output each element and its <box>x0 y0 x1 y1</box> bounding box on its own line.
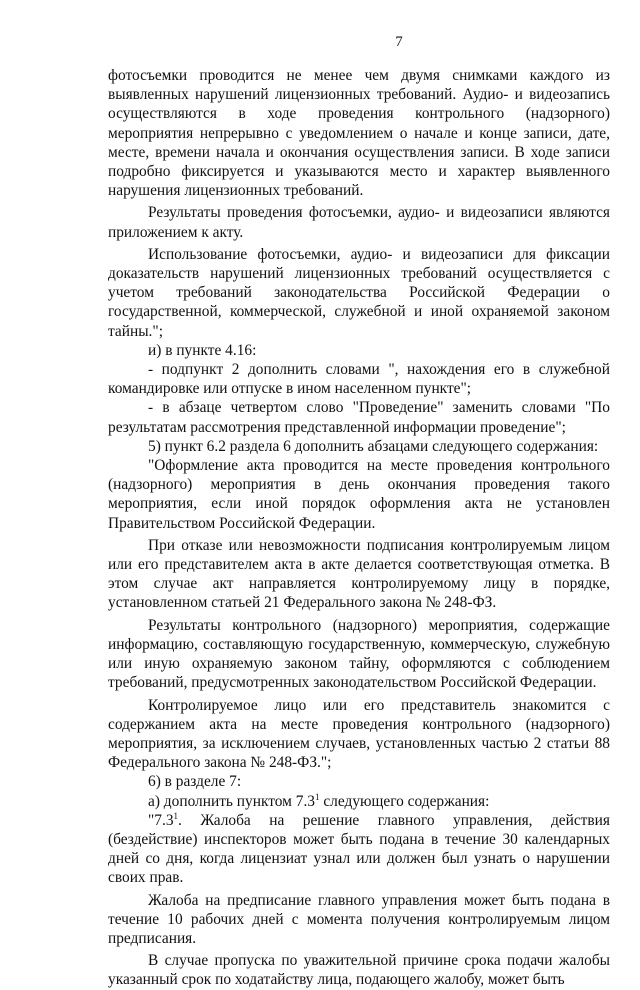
paragraph-13-text-a: а) дополнить пунктом 7.3 <box>148 792 315 810</box>
paragraph-2: Результаты проведения фотосъемки, аудио- и видеозаписи являются приложением к акту. <box>108 204 610 241</box>
paragraph-6: - в абзаце четвертом слово "Проведение" заменить словами "По результатам рассмотрения представленной информации проведение"; <box>108 399 610 436</box>
paragraph-10: Результаты контрольного (надзорного) мероприятия, содержащие информацию, составляющую государственную, коммерческую, служебную или иную охраняемую законом тайну, оформляются с соблюдением требований, предусмотренных законодательством Российской Федерации. <box>108 616 610 692</box>
paragraph-9: При отказе или невозможности подписания контролируемым лицом или его представителем акта в акте делается соответствующая отметка. В этом случае акт направляется контролируемому лицу в порядке, установленном статьей 21 Федерального закона № 248-ФЗ. <box>108 536 610 612</box>
paragraph-14 <box>108 811 610 888</box>
page-number: 7 <box>395 34 403 50</box>
paragraph-13-text-b: следующего содержания: <box>319 792 490 810</box>
paragraph-4: и) в пункте 4.16: <box>148 341 257 359</box>
paragraph-3: Использование фотосъемки, аудио- и видеозаписи для фиксации доказательств нарушений лицензионных требований осуществляется с учетом требований законодательства Российской Федерации о государственной, коммерческой, служебной и иной охраняемой законом тайны."; <box>108 245 610 340</box>
paragraph-15: Жалоба на предписание главного управления может быть подана в течение 10 рабочих дней с момента получения контролируемым лицом предписания. <box>108 891 610 947</box>
paragraph-13 <box>108 792 610 811</box>
superscript-2: 1 <box>173 810 179 821</box>
paragraph-14-text-a: "7.3 <box>148 811 174 829</box>
paragraph-16: В случае пропуска по уважительной причине срока подачи жалобы указанный срок по ходатайству лица, подающего жалобу, может быть <box>108 952 610 989</box>
superscript-1: 1 <box>315 791 320 802</box>
paragraph-1: фотосъемки проводится не менее чем двумя снимками каждого из выявленных нарушений лицензионных требований. Аудио- и видеозапись осуществляются в ходе проведения контрольного (надзорного) мероприятия непрерывно с уведомлением о начале и конце записи, дате, месте, времени начала и окончания осуществления записи. В ходе записи подробно фиксируется и указываются место и характер выявленного нарушения лицензионных требований. <box>108 67 610 200</box>
paragraph-7: 5) пункт 6.2 раздела 6 дополнить абзацами следующего содержания: <box>148 437 599 455</box>
paragraph-12: 6) в разделе 7: <box>148 773 242 791</box>
paragraph-8: "Оформление акта проводится на месте проведения контрольного (надзорного) мероприятия в день окончания проведения такого мероприятия, если иной порядок оформления акта не установлен Правительством Российской Федерации. <box>108 457 610 532</box>
paragraph-11: Контролируемое лицо или его представитель знакомится с содержанием акта на месте проведения контрольного (надзорного) мероприятия, за исключением случаев, установленных частью 2 статьи 88 Федерального закона № 248-ФЗ."; <box>108 696 610 772</box>
paragraph-5: - подпункт 2 дополнить словами ", нахождения его в служебной командировке или отпуске в ином населенном пункте"; <box>108 361 610 398</box>
paragraph-14-text-b: . Жалоба на решение главного управления, действия (бездействие) инспекторов может быть подана в течение 30 календарных дней со дня, когда лицензиат узнал или должен был узнать о нарушении своих прав. <box>108 811 610 887</box>
document-body <box>108 66 610 990</box>
